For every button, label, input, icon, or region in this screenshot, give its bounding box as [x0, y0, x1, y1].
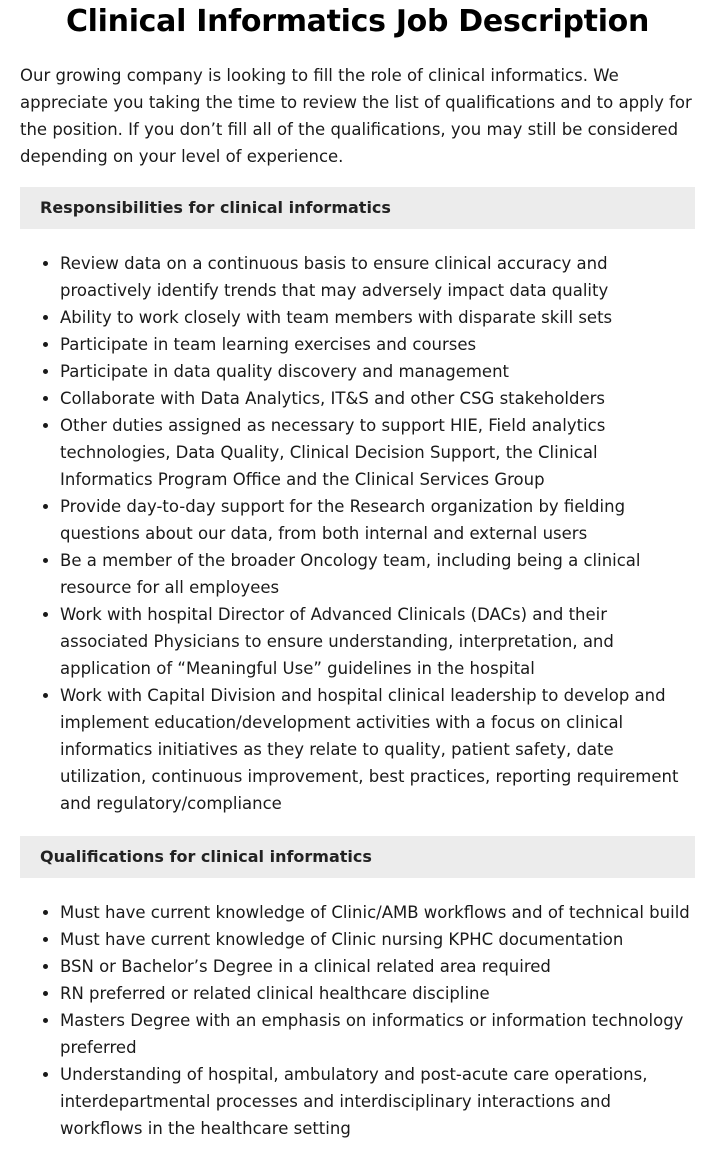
list-item: • Participate in team learning exercises and courses — [60, 331, 695, 358]
list-item: • Participate in data quality discovery and management — [60, 358, 695, 385]
list-item: • Be a member of the broader Oncology team, including being a clinical resource for all employees — [60, 547, 695, 601]
responsibilities-heading: Responsibilities for clinical informatics — [20, 187, 695, 229]
list-item: • Masters Degree with an emphasis on informatics or information technology preferred — [60, 1007, 695, 1061]
qualifications-heading: Qualifications for clinical informatics — [20, 836, 695, 878]
list-item: • Understanding of hospital, ambulatory and post-acute care operations, interdepartmental processes and interdisciplinary interactions and workflows in the healthcare setting — [60, 1061, 695, 1142]
responsibilities-list — [20, 250, 695, 817]
list-item: • RN preferred or related clinical healthcare discipline — [60, 980, 695, 1007]
list-item: • Must have current knowledge of Clinic/AMB workflows and of technical build — [60, 899, 695, 926]
list-item: • Review data on a continuous basis to ensure clinical accuracy and proactively identify trends that may adversely impact data quality — [60, 250, 695, 304]
list-item: • Collaborate with Data Analytics, IT&S and other CSG stakeholders — [60, 385, 695, 412]
list-item: • Must have current knowledge of Clinic nursing KPHC documentation — [60, 926, 695, 953]
page-title: Clinical Informatics Job Description — [65, 4, 650, 39]
list-item: • Ability to work closely with team members with disparate skill sets — [60, 304, 695, 331]
qualifications-list — [20, 899, 695, 1142]
intro-paragraph: Our growing company is looking to fill the role of clinical informatics. We appreciate you taking the time to review the list of qualifications and to apply for the position. If you don’t fill all of the qualifications, you may still be considered depending on your level of experience. — [20, 66, 692, 166]
list-item: • Work with Capital Division and hospital clinical leadership to develop and implement education/development activities with a focus on clinical informatics initiatives as they relate to quality, patient safety, date utilization, continuous improvement, best practices, reporting requirement and regulatory/compliance — [60, 682, 695, 817]
list-item: • Other duties assigned as necessary to support HIE, Field analytics technologies, Data Quality, Clinical Decision Support, the Clinical Informatics Program Office and the Clinical Services Group — [60, 412, 695, 493]
list-item: • Provide day-to-day support for the Research organization by fielding questions about our data, from both internal and external users — [60, 493, 695, 547]
list-item: • BSN or Bachelor’s Degree in a clinical related area required — [60, 953, 695, 980]
list-item: • Work with hospital Director of Advanced Clinicals (DACs) and their associated Physicians to ensure understanding, interpretation, and application of “Meaningful Use” guidelines in the hospital — [60, 601, 695, 682]
